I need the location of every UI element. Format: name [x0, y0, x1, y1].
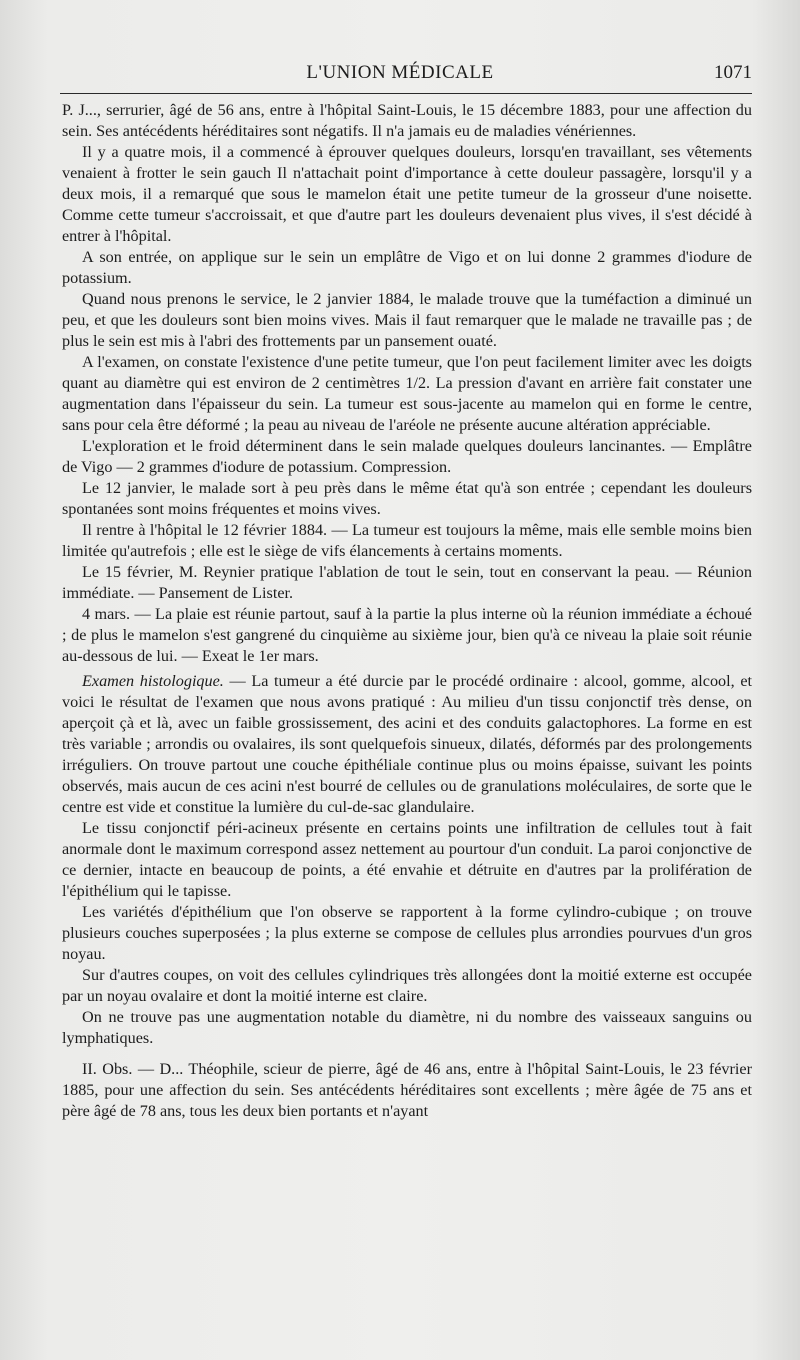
paragraph: A son entrée, on applique sur le sein un emplâtre de Vigo et on lui donne 2 grammes d'iodure de potassium.	[62, 248, 752, 287]
paragraph: Il rentre à l'hôpital le 12 février 1884. — La tumeur est toujours la même, mais elle semble moins bien limitée qu'autrefois ; elle est le siège de vifs élancements à certains moments.	[62, 521, 752, 560]
header-rule	[60, 93, 752, 94]
histology-paragraph	[62, 671, 752, 818]
paragraph: A l'examen, on constate l'existence d'une petite tumeur, que l'on peut facilement limiter avec les doigts quant au diamètre qui est environ de 2 centimètres 1/2. La pression d'avant en arrière fait constater une augmentation dans l'épaisseur du sein. La tumeur est sous-jacente au mamelon qui en forme le centre, sans pour cela être déformé ; la peau au niveau de l'aréole ne présente aucune altération appréciable.	[62, 353, 752, 434]
paragraph: Il y a quatre mois, il a commencé à éprouver quelques douleurs, lorsqu'en travaillant, ses vêtements venaient à frotter le sein gauch Il n'attachait point d'importance à cette douleur passagère, lorsqu'il y a deux mois, il a remarqué que sous le mamelon était une petite tumeur de la grosseur d'une noisette. Comme cette tumeur s'accroissait, et que d'autre part les douleurs devenaient plus vives, il s'est décidé à entrer à l'hôpital.	[62, 143, 752, 245]
article-body	[62, 100, 752, 1122]
observation-paragraph: II. Obs. — D... Théophile, scieur de pierre, âgé de 46 ans, entre à l'hôpital Saint-Louis, le 23 février 1885, pour une affection du sein. Ses antécédents héréditaires sont excellents ; mère âgée de 75 ans et père âgé de 78 ans, tous les deux bien portants et n'ayant	[62, 1060, 752, 1120]
histology-title: Examen histologique.	[82, 672, 224, 690]
running-header	[0, 58, 800, 88]
paragraph: P. J..., serrurier, âgé de 56 ans, entre à l'hôpital Saint-Louis, le 15 décembre 1883, pour une affection du sein. Ses antécédents héréditaires sont négatifs. Il n'a jamais eu de maladies vénériennes.	[62, 101, 752, 140]
paragraph: Le 15 février, M. Reynier pratique l'ablation de tout le sein, tout en conservant la peau. — Réunion immédiate. — Pansement de Lister.	[62, 563, 752, 602]
paragraph: On ne trouve pas une augmentation notable du diamètre, ni du nombre des vaisseaux sanguins ou lymphatiques.	[62, 1008, 752, 1047]
paragraph: Les variétés d'épithélium que l'on observe se rapportent à la forme cylindro-cubique ; on trouve plusieurs couches superposées ; la plus externe se compose de cellules plus arrondies pourvues d'un gros noyau.	[62, 903, 752, 963]
histology-text: — La tumeur a été durcie par le procédé ordinaire : alcool, gomme, alcool, et voici le résultat de l'examen que nous avons pratiqué : Au milieu d'un tissu conjonctif très dense, on aperçoit çà et là, avec un faible grossissement, des acini et des conduits galactophores. La forme en est très variable ; arrondis ou ovalaires, ils sont quelquefois sinueux, dilatés, déformés par des prolongements irréguliers. On trouve partout une couche épithéliale continue plus ou moins épaisse, suivant les points observés, mais aucun de ces acini n'est bourré de cellules ou de granulations moléculaires, de sorte que le centre est vide et constitue la lumière du cul-de-sac glandulaire.	[62, 672, 753, 816]
paragraph: Le 12 janvier, le malade sort à peu près dans le même état qu'à son entrée ; cependant les douleurs spontanées sont moins fréquentes et moins vives.	[62, 479, 752, 518]
journal-title: L'UNION MÉDICALE	[306, 62, 494, 83]
page-number: 1071	[714, 62, 752, 83]
paragraph: Quand nous prenons le service, le 2 janvier 1884, le malade trouve que la tuméfaction a diminué un peu, et que les douleurs sont bien moins vives. Mais il faut remarquer que le malade ne travaille pas ; de plus le sein est mis à l'abri des frottements par un pansement ouaté.	[62, 290, 752, 350]
paragraph: L'exploration et le froid déterminent dans le sein malade quelques douleurs lancinantes. — Emplâtre de Vigo — 2 grammes d'iodure de potassium. Compression.	[62, 437, 752, 476]
paragraph: 4 mars. — La plaie est réunie partout, sauf à la partie la plus interne où la réunion immédiate a échoué ; de plus le mamelon s'est gangrené du cinquième au sixième jour, bien qu'à ce niveau la plaie soit réunie au-dessous de lui. — Exeat le 1er mars.	[62, 605, 752, 665]
paragraph: Sur d'autres coupes, on voit des cellules cylindriques très allongées dont la moitié externe est occupée par un noyau ovalaire et dont la moitié interne est claire.	[62, 966, 752, 1005]
paragraph: Le tissu conjonctif péri-acineux présente en certains points une infiltration de cellules tout à fait anormale dont le maximum correspond assez nettement au pourtour d'un conduit. La paroi conjonctive de ce dernier, intacte en beaucoup de points, a été envahie et détruite en d'autres par la prolifération de l'épithélium qui le tapisse.	[62, 819, 752, 900]
